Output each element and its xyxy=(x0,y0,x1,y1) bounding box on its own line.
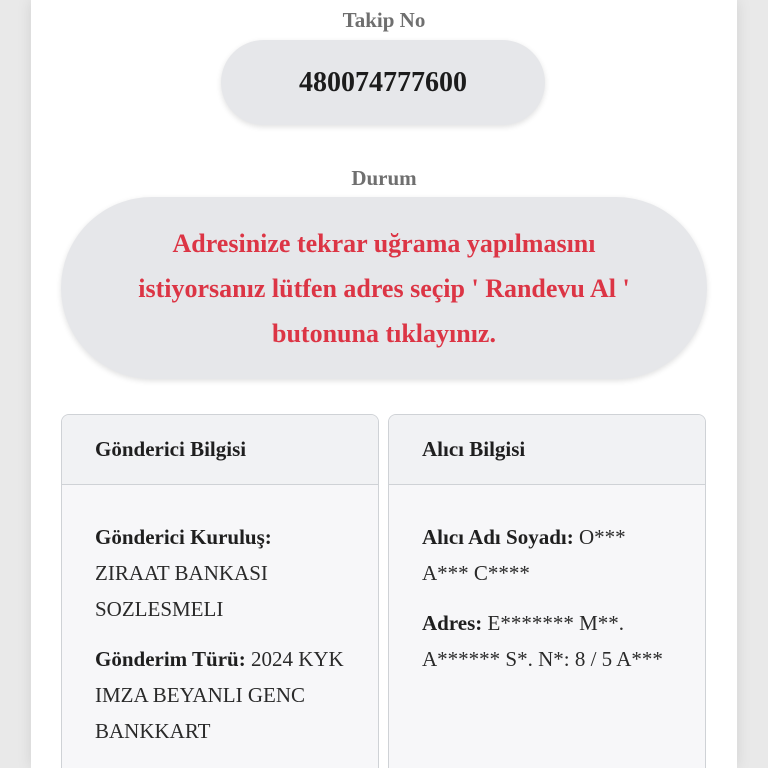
tracking-number-box xyxy=(221,40,545,125)
receiver-address-label: Adres: xyxy=(422,611,483,635)
sender-info-title: Gönderici Bilgisi xyxy=(95,437,247,461)
sender-organization-label: Gönderici Kuruluş: xyxy=(95,525,272,549)
sender-info-body xyxy=(62,485,378,749)
sender-info-header xyxy=(62,415,378,485)
sender-info-card xyxy=(61,414,379,768)
receiver-info-card xyxy=(388,414,706,768)
tracking-result-page xyxy=(31,0,737,768)
shipment-type-label: Gönderim Türü: xyxy=(95,647,246,671)
receiver-name-value: O*** A*** C**** xyxy=(422,525,626,585)
shipment-type-field xyxy=(95,641,345,749)
receiver-info-body xyxy=(389,485,705,677)
receiver-info-header xyxy=(389,415,705,485)
sender-organization-field xyxy=(95,519,345,627)
sender-organization-value: ZIRAAT BANKASI SOZLESMELI xyxy=(95,561,268,621)
status-box xyxy=(61,197,707,379)
receiver-name-field xyxy=(422,519,672,591)
tracking-number-value: 480074777600 xyxy=(299,66,467,98)
status-message: Adresinize tekrar uğrama yapılmasını istiyorsanız lütfen adres seçip ' Randevu Al ' butonuna tıklayınız. xyxy=(138,228,630,348)
tracking-number-label: Takip No xyxy=(342,8,426,32)
receiver-address-value: E******* M**. A****** S*. N*: 8 / 5 A*** xyxy=(422,611,663,671)
shipment-type-value: 2024 KYK IMZA BEYANLI GENC BANKKART xyxy=(95,647,344,743)
receiver-info-title: Alıcı Bilgisi xyxy=(422,437,526,461)
receiver-name-label: Alıcı Adı Soyadı: xyxy=(422,525,574,549)
receiver-address-field xyxy=(422,605,672,677)
status-label: Durum xyxy=(351,166,417,190)
